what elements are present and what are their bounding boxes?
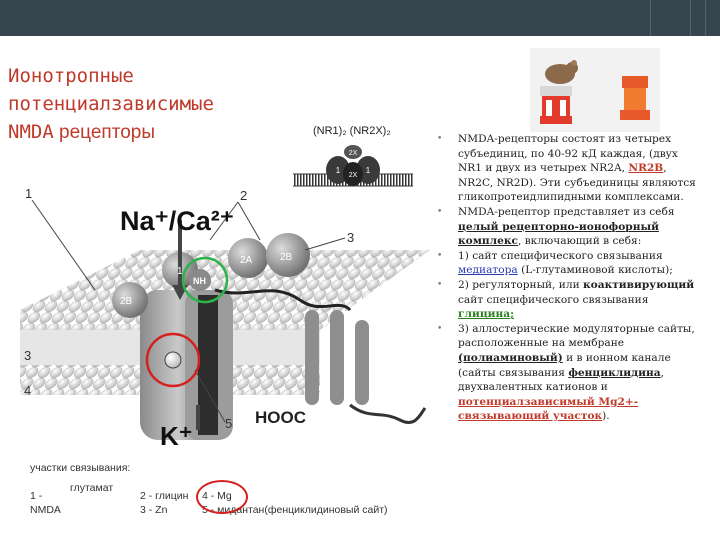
bullet-item — [436, 205, 698, 249]
mini-label: 1 — [335, 166, 341, 175]
bullet-text: сайт специфического связывания — [458, 293, 649, 306]
bullet-highlight: глицина; — [458, 308, 515, 321]
receptor-diagram — [20, 180, 430, 465]
ion-pore — [198, 295, 218, 435]
title-line-3 — [8, 118, 298, 147]
bullet-item — [436, 322, 698, 424]
bullet-emphasis: фенциклидина — [568, 366, 661, 379]
bullet-item — [436, 278, 698, 322]
cup-base — [620, 110, 650, 120]
pointer-line — [238, 202, 260, 240]
binding-sites-legend — [30, 460, 420, 536]
mouse-photo — [530, 48, 660, 132]
mini-label: 2X — [348, 150, 358, 157]
na-ca-label: Na⁺/Ca²⁺ — [120, 206, 235, 236]
bullet-item — [436, 249, 698, 278]
bullet-text: ). — [602, 410, 610, 423]
bullet-highlight: NR2B — [628, 162, 664, 175]
platform-support — [546, 100, 552, 116]
bullet-item — [436, 132, 698, 205]
site-number: 4 — [24, 383, 32, 398]
cup-body — [624, 88, 646, 110]
bullet-text: 3) аллостерические модуляторные сайты, расположенные на мембране — [458, 322, 695, 350]
mouse-ear — [571, 60, 577, 66]
site-number: 2 — [240, 188, 248, 203]
bullet-text: , включающий в себя: — [517, 235, 642, 248]
site-number: 3 — [24, 348, 32, 363]
bullet-text: (L-глутаминовой кислоты); — [517, 264, 673, 277]
mini-label: 2X — [348, 172, 358, 179]
bullet-text: 2) регуляторный, или — [458, 278, 584, 291]
bullet-emphasis: целый рецепторно-ионофорный комплекс — [458, 220, 659, 248]
top-bar-divider — [705, 0, 706, 36]
top-bar-divider — [650, 0, 651, 36]
cup-top — [622, 76, 648, 88]
legend-heading: участки связывания: — [30, 462, 131, 474]
platform-support — [560, 100, 566, 116]
bullet-emphasis: (полиаминовый) — [458, 351, 563, 364]
title-line-1: Ионотропные — [8, 65, 134, 87]
subunit-label: 2A — [240, 255, 253, 266]
mini-label: 1 — [365, 166, 371, 175]
legend-item: 2 - глицин — [140, 490, 189, 502]
tm-helix — [330, 310, 344, 405]
legend-item: NMDA — [30, 504, 61, 516]
platform-top — [540, 86, 572, 96]
bullet-highlight: медиатора — [458, 264, 518, 277]
tm-helix — [305, 310, 319, 405]
c-terminal-chain — [350, 405, 425, 423]
mg-legend-highlight — [196, 480, 248, 514]
legend-item: 3 - Zn — [140, 504, 168, 516]
mg-ion — [165, 352, 181, 368]
site-number: 1 — [25, 186, 33, 201]
legend-item: 5 - мидантан(фенциклидиновый сайт) — [202, 504, 388, 516]
legend-item: глутамат — [70, 482, 114, 494]
bullet-emphasis: коактивирующий — [583, 278, 695, 291]
bullet-text: NMDA-рецептор представляет из себя — [458, 205, 675, 218]
slide-title — [8, 62, 298, 147]
bullet-text: , NR2C, NR2D). Эти субъединицы являются гликопротеидлипидными комплексами. — [458, 162, 696, 204]
legend-item: 4 - Mg — [202, 490, 232, 502]
bullet-text: NMDA-рецепторы состоят из четырех субъединиц, по 40-92 кД каждая, (двух NR1 и двух из четырех NR2A, — [458, 133, 678, 175]
legend-num: 1 - — [30, 490, 43, 502]
site-number: 3 — [347, 230, 355, 245]
subunit-formula: (NR1)₂ (NR2X)₂ — [313, 125, 391, 137]
nh-label: NH — [193, 276, 206, 286]
platform-base — [540, 116, 572, 124]
title-code: NMDA — [8, 121, 54, 143]
bullet-text: и в ионном канале (сайты связывания — [458, 351, 671, 379]
bullet-text: 1) сайт специфического связывания — [458, 249, 663, 262]
bullet-list — [436, 132, 698, 424]
pointer-line — [305, 238, 345, 250]
top-bar-divider — [690, 0, 691, 36]
pointer-line — [32, 200, 95, 290]
site-number: 5 — [225, 416, 233, 431]
hooc-label: HOOC — [255, 408, 306, 427]
subunit-label: 2B — [280, 252, 293, 263]
k-label: K⁺ — [160, 421, 193, 451]
bullet-text: , двухвалентных катионов и — [458, 366, 664, 394]
subunit-label: 1 — [177, 266, 183, 277]
tm-helix — [355, 320, 369, 405]
subunit-label: 2B — [120, 296, 133, 307]
title-rest: рецепторы — [53, 122, 155, 143]
title-line-2: потенциалзависимые — [8, 93, 214, 115]
bullet-highlight: потенциалзависимый Mg2+-связывающий участок — [458, 395, 639, 423]
top-bar — [0, 0, 720, 36]
